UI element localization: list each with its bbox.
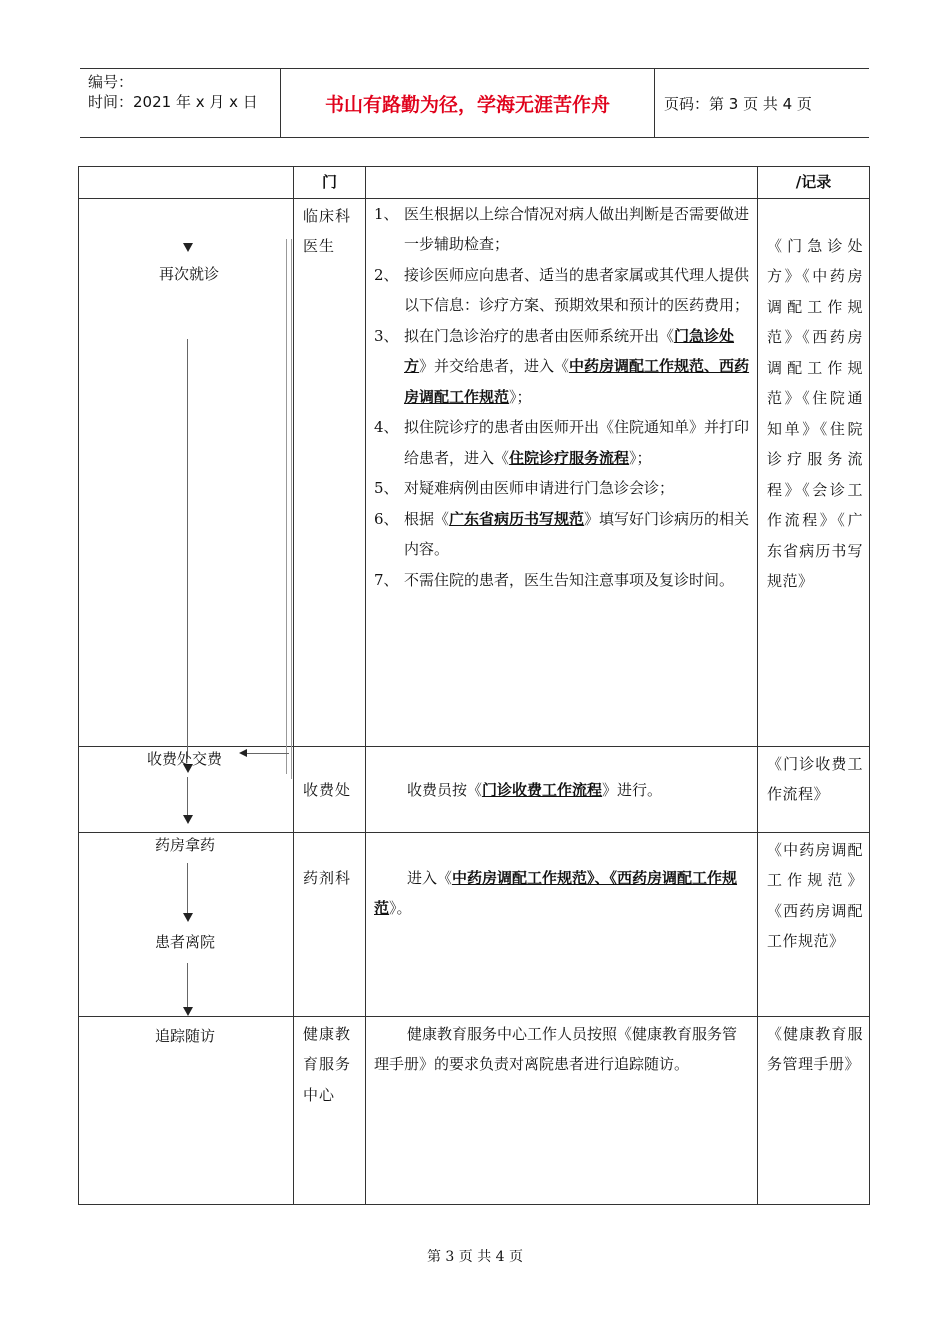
header-dept: 门	[294, 167, 366, 199]
page-footer: 第 3 页 共 4 页	[426, 1249, 524, 1265]
step-number: 4、	[374, 418, 399, 436]
arrow-down-icon	[183, 815, 193, 824]
step-text	[404, 260, 751, 321]
flow-step-follow-up: 追踪随访	[155, 1026, 216, 1045]
records-cell: 《门诊收费工作流程》	[758, 746, 870, 832]
text-span: 根据《	[404, 509, 450, 528]
records-cell: 《健康教育服务管理手册》	[758, 1016, 870, 1204]
arrow-down-icon	[183, 913, 193, 922]
step-text	[404, 412, 751, 473]
referenced-document-link: 广东省病历书写规范	[449, 509, 585, 528]
text-span: 》；	[509, 387, 532, 406]
dept-cell: 临床科医生	[294, 198, 366, 746]
step-item	[374, 504, 751, 565]
step-text	[404, 199, 751, 260]
flow-cell	[79, 198, 294, 746]
text-span: 》并交给患者，进入《	[419, 357, 570, 375]
referenced-document-link: 门诊收费工作流程	[482, 780, 603, 799]
content-text	[366, 833, 757, 924]
step-text	[404, 321, 751, 413]
text-span: 拟在门急诊治疗的患者由医师系统开出《	[404, 326, 675, 345]
text-span: 对疑难病例由医师申请进行门急诊会诊；	[404, 479, 675, 497]
table-row	[79, 832, 870, 1016]
flow-step-revisit: 再次就诊	[159, 264, 220, 283]
document-number: 编号：	[88, 73, 134, 91]
header-meta	[80, 69, 280, 137]
text-span: 接诊医师应向患者、适当的患者家属或其代理人提供以下信息：诊疗方案、预期效果和预计的医药费用；	[404, 265, 750, 314]
step-number: 1、	[374, 204, 399, 223]
text-span: 》；	[629, 448, 652, 467]
records-cell: 《门急诊处方》《中药房调配工作规范》《西药房调配工作规范》《住院通知单》《住院诊疗服务流程》《会诊工作流程》《广东省病历书写规范》	[758, 198, 870, 746]
referenced-document-link: 中药房调配工作规范、西药房调配工作规范	[404, 357, 750, 406]
text-span: 不需住院的患者，医生告知注意事项及复诊时间。	[404, 570, 735, 589]
text-span: 》进行。	[602, 780, 663, 799]
referenced-document-link: 门急诊处方	[404, 326, 735, 375]
header-motto: 书山有路勤为径，学海无涯苦作舟	[280, 69, 655, 137]
step-number: 6、	[374, 509, 399, 528]
content-cell	[366, 198, 758, 746]
arrow-left-icon	[239, 749, 247, 757]
step-item	[374, 260, 751, 321]
flow-step-payment: 收费处交费	[147, 749, 223, 768]
dept-cell: 收费处	[294, 746, 366, 832]
text-span: 》。	[389, 899, 412, 917]
step-item	[374, 321, 751, 413]
step-item	[374, 412, 751, 473]
step-item	[374, 473, 751, 504]
step-text	[404, 473, 751, 504]
step-number: 7、	[374, 570, 399, 589]
text-span: 》填写好门诊病历的相关内容。	[404, 509, 750, 558]
document-time: 时间：2021 年 x 月 x 日	[88, 93, 258, 111]
text-span: 医生根据以上综合情况对病人做出判断是否需要做进一步辅助检查；	[404, 204, 750, 253]
content-text	[366, 1017, 757, 1080]
text-span: 进入《	[407, 868, 453, 887]
flow-cell	[79, 832, 294, 1016]
steps-list	[366, 199, 757, 596]
content-cell	[366, 746, 758, 832]
dept-cell: 药剂科	[294, 832, 366, 1016]
flow-step-discharge: 患者离院	[155, 932, 216, 951]
referenced-document-link: 中药房调配工作规范》、《西药房调配工作规范	[374, 868, 738, 917]
header-page-info: 页码：第 3 页 共 4 页	[664, 94, 812, 113]
text-span: 健康教育服务中心工作人员按照《健康教育服务管理手册》的要求负责对离院患者进行追踪随访。	[374, 1024, 738, 1073]
step-text	[404, 504, 751, 565]
step-text	[404, 565, 751, 596]
arrow-down-icon	[183, 1007, 193, 1016]
flow-cell	[79, 1016, 294, 1204]
referenced-document-link: 住院诊疗服务流程	[509, 448, 630, 467]
process-table	[78, 166, 870, 1205]
page-header	[80, 68, 869, 138]
table-row	[79, 198, 870, 746]
step-number: 5、	[374, 479, 399, 497]
step-item	[374, 199, 751, 260]
table-header-row	[79, 167, 870, 199]
table-row	[79, 1016, 870, 1204]
content-cell	[366, 832, 758, 1016]
header-record: /记录	[758, 167, 870, 199]
table-row	[79, 746, 870, 832]
text-span: 拟住院诊疗的患者由医师开出《住院通知单》并打印给患者，进入《	[404, 418, 750, 467]
arrow-down-icon	[183, 243, 193, 252]
step-number: 2、	[374, 265, 399, 284]
content-text	[366, 747, 757, 806]
step-number: 3、	[374, 326, 399, 345]
dept-cell: 健康教育服务中心	[294, 1016, 366, 1204]
text-span: 收费员按《	[407, 780, 483, 799]
flow-cell	[79, 746, 294, 832]
step-item	[374, 565, 751, 596]
flow-step-pharmacy: 药房拿药	[155, 835, 216, 854]
content-cell	[366, 1016, 758, 1204]
records-cell: 《中药房调配工作规范》《西药房调配工作规范》	[758, 832, 870, 1016]
